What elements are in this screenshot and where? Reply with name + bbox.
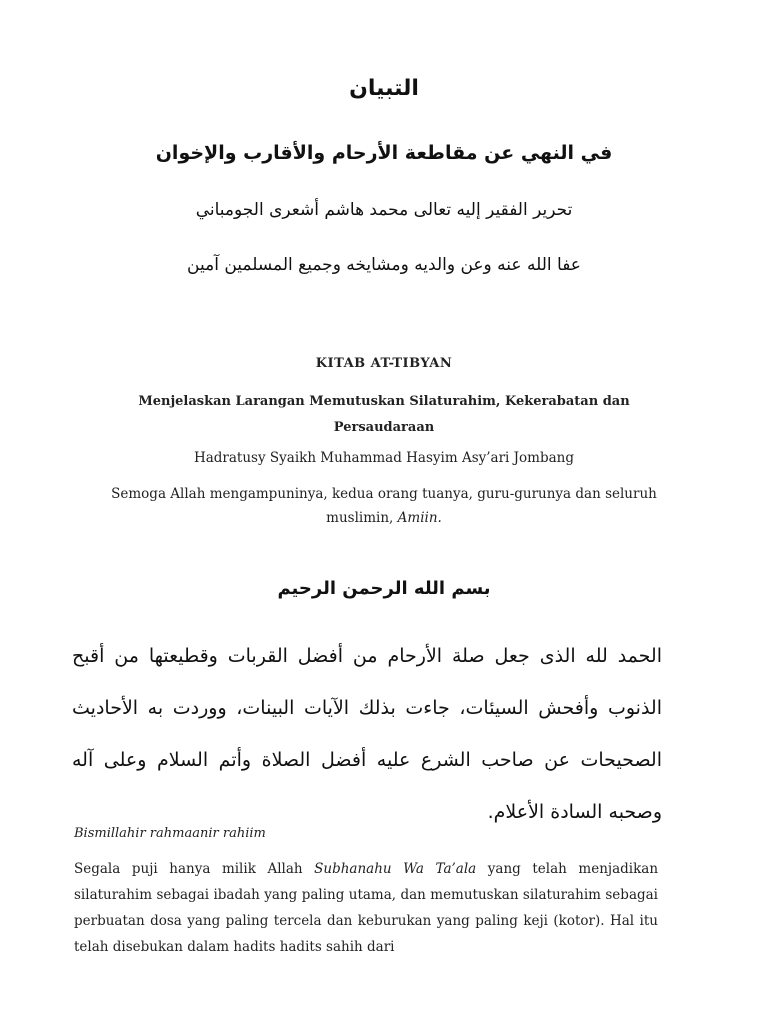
latin-author: Hadratusy Syaikh Muhammad Hasyim Asy’ari Jombang [193, 450, 575, 466]
latin-paragraph [74, 856, 658, 960]
arabic-dua-line: عفا الله عنه وعن والديه ومشايخه وجميع المسلمين آمين [187, 255, 581, 275]
arabic-subtitle: في النهي عن مقاطعة الأرحام والأقارب والإخوان [155, 142, 613, 164]
latin-para-part2: yang telah menjadikan silaturahim sebagai ibadah yang paling utama, dan memutuskan silaturahim sebagai perbuatan dosa yang paling tercela dan keburukan yang paling keji (kotor). Hal itu telah disebukan dalam hadits hadits sahih dari [74, 861, 659, 955]
latin-bismillah: Bismillahir rahmaanir rahiim [74, 826, 266, 841]
latin-dua [80, 482, 688, 530]
arabic-basmalah: بسم الله الرحمن الرحيم [277, 578, 491, 599]
arabic-author-line: تحرير الفقير إليه تعالى محمد هاشم أشعرى الجومباني [195, 200, 573, 220]
latin-dua-main: Semoga Allah mengampuninya, kedua orang tuanya, guru-gurunya dan seluruh muslimin, [111, 486, 657, 526]
latin-subtitle: Menjelaskan Larangan Memutuskan Silaturahim, Kekerabatan dan Persaudaraan [138, 394, 630, 435]
kitab-title: KITAB AT-TIBYAN [315, 356, 453, 371]
latin-para-italic: Subhanahu Wa Ta’ala [314, 861, 477, 877]
latin-dua-amiin: Amiin. [397, 510, 442, 526]
latin-para-part1: Segala puji hanya milik Allah [74, 861, 303, 877]
arabic-paragraph: الحمد لله الذى جعل صلة الأرحام من أفضل القربات وقطيعتها من أقبح الذنوب وأفحش السيئات، جاءت بذلك الآيات البينات، ووردت به الأحاديث الصحيحات عن صاحب الشرع عليه أفضل الصلاة وأتم السلام وعلى آله وصحبه السادة الأعلام. [72, 645, 662, 823]
arabic-title: التبيان [349, 76, 419, 101]
